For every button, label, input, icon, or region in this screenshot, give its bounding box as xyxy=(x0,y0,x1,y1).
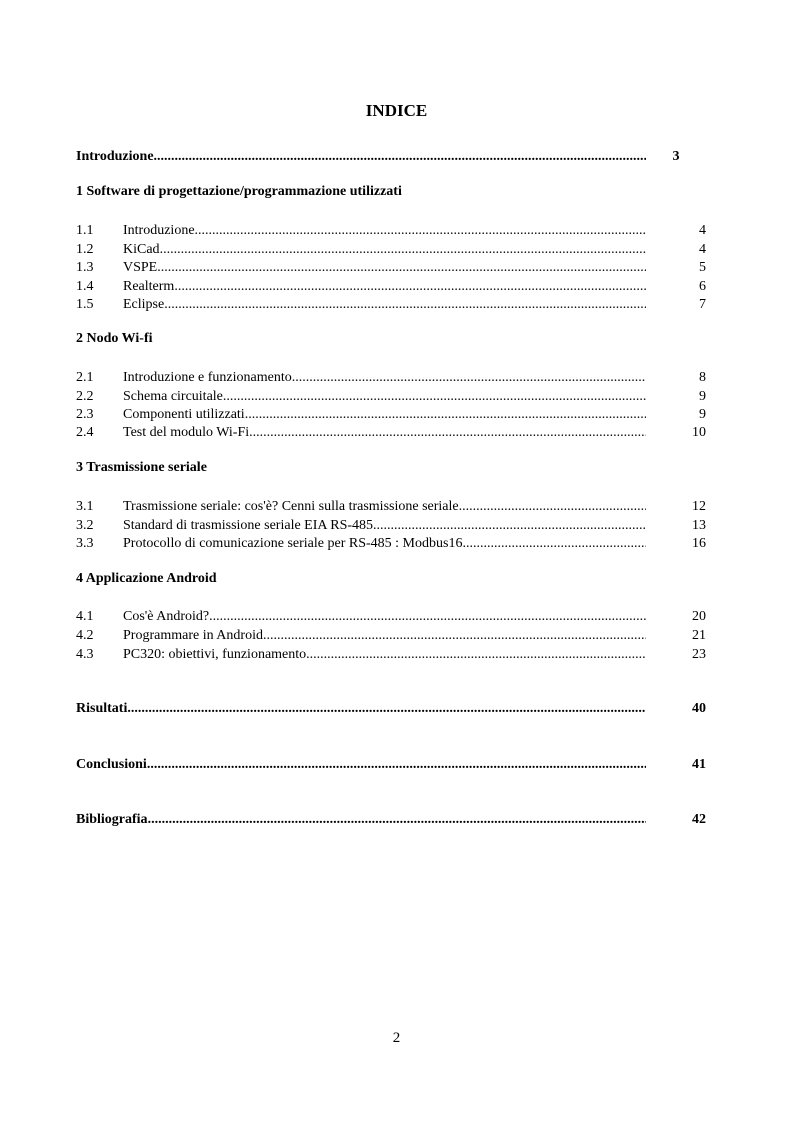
toc-entry-text: Conclusioni xyxy=(76,757,147,772)
chapter-heading-2: 2 Nodo Wi-fi xyxy=(76,331,153,346)
toc-entry-2-3[interactable] xyxy=(76,403,706,423)
toc-entry-2-4[interactable] xyxy=(76,421,706,441)
toc-leader xyxy=(154,149,646,165)
toc-entry-page: 10 xyxy=(692,425,706,440)
toc-entry-1-2[interactable] xyxy=(76,238,706,258)
toc-entry-page: 9 xyxy=(699,389,706,404)
toc-entry-2-2[interactable] xyxy=(76,385,706,405)
toc-entry-text: Introduzione xyxy=(123,223,195,238)
toc-entry-bibliografia[interactable] xyxy=(76,808,706,828)
toc-leader xyxy=(148,812,646,828)
toc-entry-page: 23 xyxy=(692,647,706,662)
toc-entry-number: 2.4 xyxy=(76,425,94,440)
toc-entry-page: 4 xyxy=(699,242,706,257)
toc-entry-text: Componenti utilizzati xyxy=(123,407,245,422)
toc-entry-number: 1.2 xyxy=(76,242,94,257)
toc-entry-introduzione[interactable] xyxy=(76,145,706,165)
toc-leader xyxy=(462,536,646,552)
toc-entry-page: 20 xyxy=(692,609,706,624)
toc-entry-1-3[interactable] xyxy=(76,256,706,276)
toc-entry-4-1[interactable] xyxy=(76,605,706,625)
toc-leader xyxy=(306,647,646,663)
toc-entry-page: 6 xyxy=(699,279,706,294)
toc-leader xyxy=(459,499,646,515)
toc-entry-risultati[interactable] xyxy=(76,697,706,717)
toc-entry-4-3[interactable] xyxy=(76,643,706,663)
toc-leader xyxy=(195,223,646,239)
page-number: 2 xyxy=(392,1030,401,1046)
toc-entry-text: Introduzione e funzionamento xyxy=(123,370,292,385)
toc-entry-text: Trasmissione seriale: cos'è? Cenni sulla trasmissione seriale xyxy=(123,499,459,514)
toc-entry-text: Test del modulo Wi-Fi xyxy=(123,425,250,440)
toc-entry-page: 21 xyxy=(692,628,706,643)
toc-leader xyxy=(263,628,646,644)
toc-entry-4-2[interactable] xyxy=(76,624,706,644)
toc-entry-conclusioni[interactable] xyxy=(76,753,706,773)
chapter-heading-1: 1 Software di progettazione/programmazione utilizzati xyxy=(76,184,402,199)
toc-entry-text: Eclipse xyxy=(123,297,165,312)
toc-entry-text: Bibliografia xyxy=(76,812,148,827)
toc-entry-number: 2.3 xyxy=(76,407,94,422)
toc-entry-text: Programmare in Android xyxy=(123,628,263,643)
toc-entry-2-1[interactable] xyxy=(76,366,706,386)
page-title: INDICE xyxy=(365,101,428,120)
toc-entry-page: 40 xyxy=(692,701,706,716)
toc-leader xyxy=(127,701,646,717)
toc-entry-page: 42 xyxy=(692,812,706,827)
toc-entry-page: 12 xyxy=(692,499,706,514)
toc-entry-text: Protocollo di comunicazione seriale per RS-485 : Modbus16 xyxy=(123,536,463,551)
toc-entry-1-5[interactable] xyxy=(76,293,706,313)
toc-entry-3-3[interactable] xyxy=(76,532,706,552)
toc-leader xyxy=(292,370,646,386)
toc-entry-text: PC320: obiettivi, funzionamento xyxy=(123,647,307,662)
toc-entry-page: 8 xyxy=(699,370,706,385)
toc-entry-page: 7 xyxy=(699,297,706,312)
chapter-heading-4: 4 Applicazione Android xyxy=(76,571,217,586)
toc-leader xyxy=(157,260,646,276)
toc-entry-3-1[interactable] xyxy=(76,495,706,515)
toc-entry-1-1[interactable] xyxy=(76,219,706,239)
toc-entry-number: 4.3 xyxy=(76,647,94,662)
toc-entry-number: 4.2 xyxy=(76,628,94,643)
toc-leader xyxy=(147,757,646,773)
toc-entry-3-2[interactable] xyxy=(76,514,706,534)
toc-entry-number: 2.1 xyxy=(76,370,94,385)
toc-entry-page: 41 xyxy=(692,757,706,772)
toc-entry-number: 1.4 xyxy=(76,279,94,294)
toc-entry-number: 1.3 xyxy=(76,260,94,275)
toc-entry-page: 3 xyxy=(672,149,680,164)
toc-leader xyxy=(209,609,646,625)
toc-entry-number: 1.1 xyxy=(76,223,94,238)
toc-entry-text: Risultati xyxy=(76,701,128,716)
toc-leader xyxy=(249,425,646,441)
toc-entry-number: 3.2 xyxy=(76,518,94,533)
toc-entry-page: 9 xyxy=(699,407,706,422)
toc-entry-page: 13 xyxy=(692,518,706,533)
toc-entry-number: 3.1 xyxy=(76,499,94,514)
chapter-heading-3: 3 Trasmissione seriale xyxy=(76,460,207,475)
toc-entry-text: KiCad xyxy=(123,242,160,257)
toc-entry-text: Cos'è Android? xyxy=(123,609,210,624)
toc-entry-number: 1.5 xyxy=(76,297,94,312)
toc-entry-number: 2.2 xyxy=(76,389,94,404)
toc-entry-text: Realterm xyxy=(123,279,175,294)
toc-leader xyxy=(164,297,646,313)
toc-entry-text: Schema circuitale xyxy=(123,389,223,404)
toc-entry-text: Introduzione xyxy=(76,149,154,164)
toc-entry-page: 4 xyxy=(699,223,706,238)
toc-entry-number: 4.1 xyxy=(76,609,94,624)
toc-entry-text: Standard di trasmissione seriale EIA RS-485 xyxy=(123,518,374,533)
toc-entry-text: VSPE xyxy=(123,260,158,275)
toc-entry-page: 5 xyxy=(699,260,706,275)
toc-entry-page: 16 xyxy=(692,536,706,551)
toc-entry-1-4[interactable] xyxy=(76,275,706,295)
toc-entry-number: 3.3 xyxy=(76,536,94,551)
